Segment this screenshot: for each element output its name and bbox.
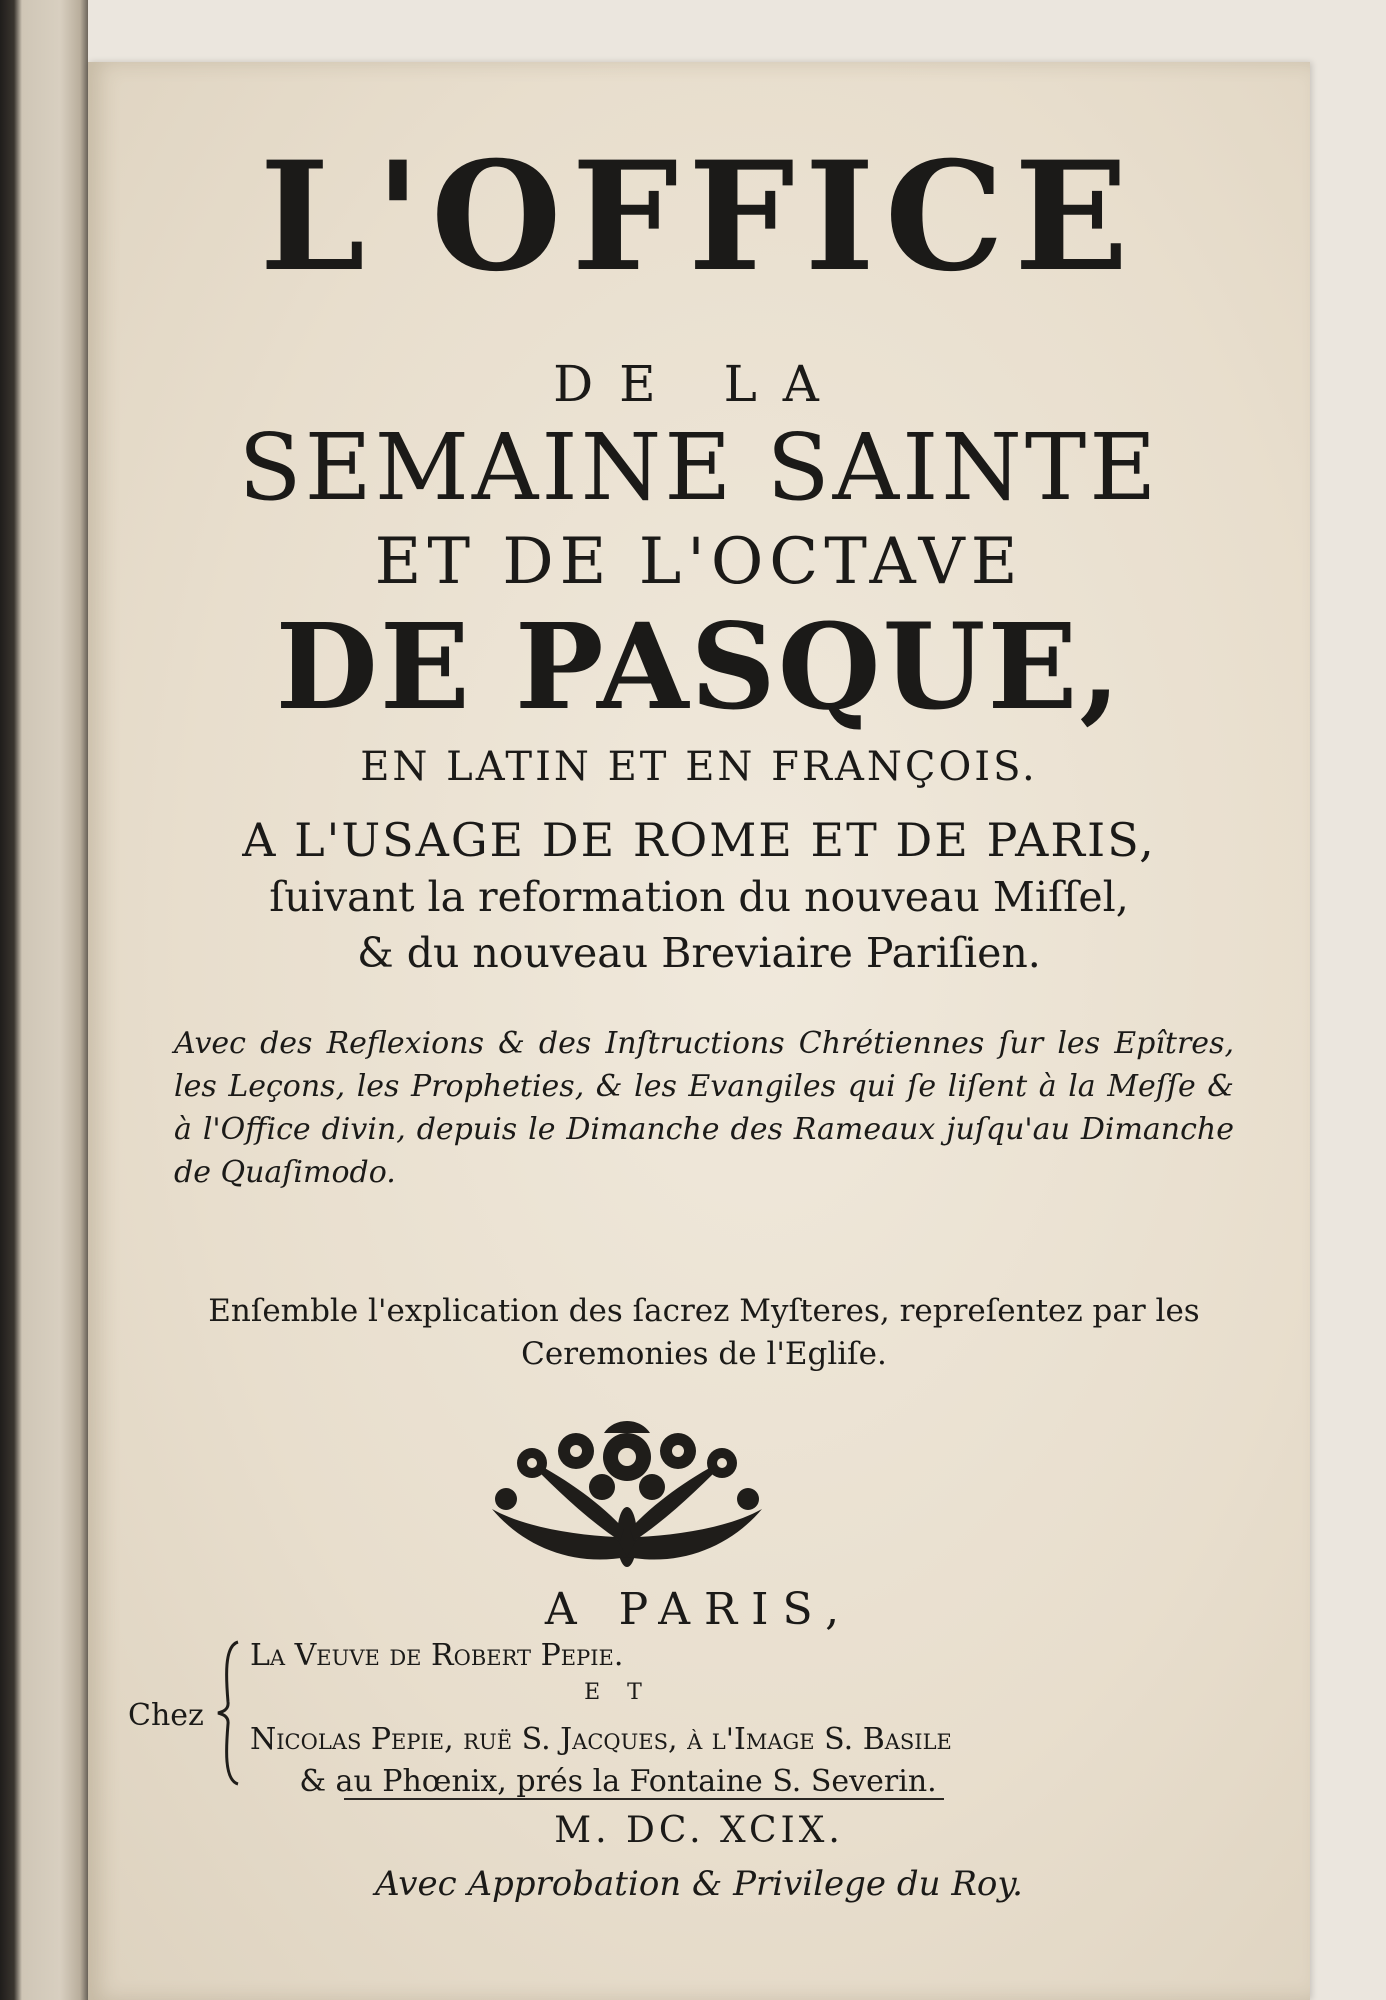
imprint-publisher-1: La Veuve de Robert Pepie.: [250, 1638, 624, 1673]
title-line-octave: ET DE L'OCTAVE: [374, 525, 1024, 599]
title-line-semaine-sainte: SEMAINE SAINTE: [238, 414, 1160, 521]
title-page: [88, 62, 1310, 2000]
imprint-address: & au Phœnix, prés la Fontaine S. Severin.: [299, 1764, 937, 1799]
imprint-rule: [344, 1798, 944, 1800]
imprint-date: M. DC. XCIX.: [554, 1810, 844, 1851]
imprint-city: A PARIS,: [544, 1584, 854, 1635]
title-line-usage: A L'USAGE DE ROME ET DE PARIS,: [242, 813, 1156, 867]
title-line-breviaire: & du nouveau Breviaire Pariſien.: [357, 929, 1041, 977]
floral-ornament-icon: [484, 1417, 770, 1569]
imprint-publisher-2: Nicolas Pepie, ruë S. Jacques, à l'Image S. Baſile: [250, 1722, 952, 1757]
imprint-chez: Chez: [128, 1698, 204, 1733]
title-line-de-la: DE LA: [553, 355, 845, 413]
imprint-et: E T: [584, 1680, 652, 1705]
ensemble-paragraph: Enſemble l'explication des ſacrez Myſteres, repreſentez par les Ceremonies de l'Egliſe.: [208, 1293, 1200, 1372]
title-line-latin-francois: EN LATIN ET EN FRANÇOIS.: [360, 744, 1038, 790]
title-line-pasque: DE PASQUE,: [275, 597, 1123, 736]
reflexions-paragraph: Avec des Reflexions & des Inſtructions Chrétiennes ſur les Epîtres, les Leçons, les Propheties, & les Evangiles qui ſe liſent à la Meſſe & à l'Office divin, depuis le Dimanche des Rameaux juſqu'au Dimanche de Quaſimodo.: [174, 1026, 1234, 1190]
title-line-office: L'OFFICE: [259, 129, 1139, 305]
title-line-reformation: ſuivant la reformation du nouveau Miſſel,: [269, 873, 1129, 921]
imprint-privilege: Avec Approbation & Privilege du Roy.: [375, 1864, 1023, 1904]
book-spine: [0, 0, 88, 2000]
